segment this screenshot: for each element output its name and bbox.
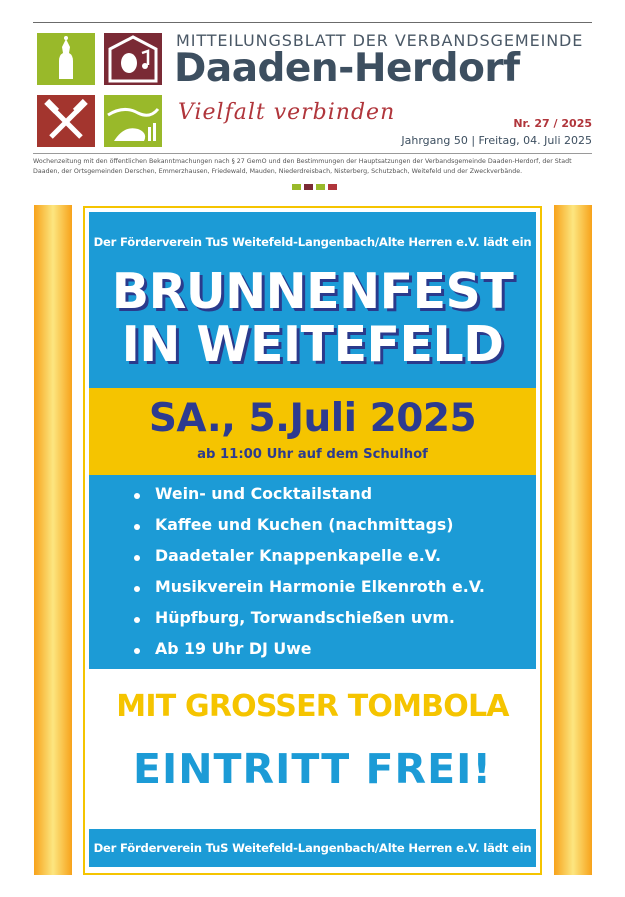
- event-time-place: ab 11:00 Uhr auf dem Schulhof: [197, 447, 428, 462]
- masthead-title: Daaden-Herdorf: [174, 46, 520, 91]
- list-item: Musikverein Harmonie Elkenroth e.V.: [131, 577, 485, 608]
- divider-square: [316, 184, 325, 190]
- color-squares-divider: [292, 184, 337, 190]
- headline-line-1: BRUNNENFEST: [111, 263, 514, 320]
- list-item: Ab 19 Uhr DJ Uwe: [131, 639, 485, 670]
- issue-meta: Jahrgang 50 | Freitag, 04. Juli 2025: [401, 134, 592, 147]
- attractions-list: [131, 484, 485, 670]
- theater-music-icon: [104, 33, 162, 85]
- list-item: Hüpfburg, Torwandschießen uvm.: [131, 608, 485, 639]
- invitation-bottom: Der Förderverein TuS Weitefeld-Langenbach/Alte Herren e.V. lädt ein: [93, 841, 532, 855]
- divider-square: [292, 184, 301, 190]
- publication-description: Wochenzeitung mit den öffentlichen Bekanntmachungen nach § 27 GemO und den Bestimmungen der Hauptsatzungen der Verbandsgemeinde Daaden-Herdorf, der Stadt Daaden, der Ortsgemeinden Derschen, Emmerzhausen, Friedewald, Mauden, Niederdreisbach, Nisterberg, Schutzbach, Weitefeld und der Zweckverbände.: [33, 158, 572, 175]
- river-landscape-icon: [104, 95, 162, 147]
- masthead-subtitle: MITTEILUNGSBLATT DER VERBANDSGEMEINDE: [176, 31, 584, 50]
- entry-free-text: EINTRITT FREI!: [132, 745, 493, 793]
- church-tower-icon: [37, 33, 95, 85]
- event-date: SA., 5.Juli 2025: [148, 396, 477, 441]
- headline-line-2: IN WEITEFELD: [121, 316, 504, 373]
- tombola-text: MIT GROSSER TOMBOLA: [116, 689, 509, 724]
- hammer-pick-icon: [37, 95, 95, 147]
- divider-square: [304, 184, 313, 190]
- issue-number: Nr. 27 / 2025: [513, 117, 592, 130]
- right-decor-pillar: [554, 205, 592, 875]
- left-decor-pillar: [34, 205, 72, 875]
- top-rule: [33, 22, 592, 23]
- invitation-top: Der Förderverein TuS Weitefeld-Langenbach/Alte Herren e.V. lädt ein: [93, 235, 532, 249]
- list-item: Kaffee und Kuchen (nachmittags): [131, 515, 485, 546]
- list-item: Daadetaler Knappenkapelle e.V.: [131, 546, 485, 577]
- header-divider: [33, 153, 592, 154]
- divider-square: [328, 184, 337, 190]
- slogan: Vielfalt verbinden: [178, 100, 396, 125]
- list-item: Wein- und Cocktailstand: [131, 484, 485, 515]
- event-poster: [83, 206, 542, 875]
